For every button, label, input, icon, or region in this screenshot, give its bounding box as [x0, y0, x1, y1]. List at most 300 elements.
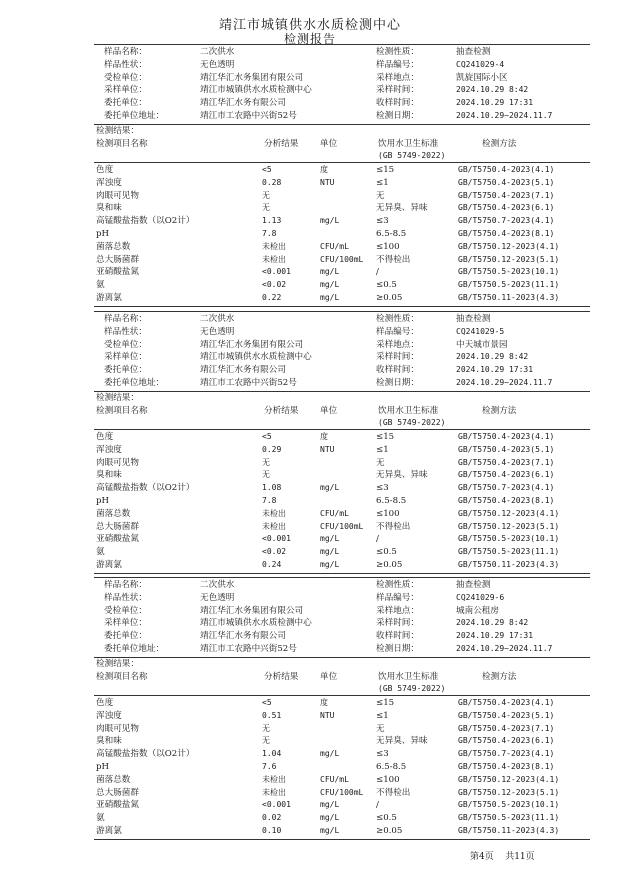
table-row: [94, 546, 590, 558]
table-row: [94, 812, 590, 824]
table-header: [94, 405, 590, 417]
cell-result: 0.10: [262, 826, 282, 835]
cell-method: GB/T5750.5-2023(11.1): [458, 547, 560, 557]
cell-method: GB/T5750.4-2023(8.1): [458, 496, 555, 505]
info-value: 靖江华汇水务有限公司: [200, 365, 286, 376]
cell-result: 1.08: [262, 483, 282, 493]
cell-item: 高锰酸盐指数（以O2计）: [96, 216, 195, 227]
table-row: [94, 215, 590, 227]
info-label: 检测日期：: [376, 644, 419, 654]
top-divider: [94, 577, 590, 578]
cell-method: GB/T5750.4-2023(6.1): [458, 203, 555, 213]
bottom-divider: [94, 839, 590, 840]
header-unit: 单位: [320, 672, 338, 682]
cell-method: GB/T5750.7-2023(4.1): [458, 749, 555, 759]
cell-method: GB/T5750.4-2023(5.1): [458, 444, 555, 454]
table-row: [94, 164, 590, 176]
info-row: [94, 313, 590, 325]
table-row: [94, 723, 590, 735]
cell-item: 肉眼可见物: [96, 723, 139, 734]
table-row: [94, 748, 590, 760]
cell-standard: 无异臭、异味: [376, 470, 428, 481]
report-subtitle: 检测报告: [283, 32, 336, 46]
info-label: 委托单位：: [104, 98, 147, 109]
cell-item: 高锰酸盐指数（以O2计）: [96, 483, 195, 494]
cell-method: GB/T5750.11-2023(4.3): [458, 560, 560, 569]
results-label: 检测结果：: [96, 659, 139, 669]
table-row: [94, 469, 590, 481]
cell-method: GB/T5750.12-2023(5.1): [458, 521, 560, 531]
info-value: 2024.10.29 8:42: [456, 352, 529, 362]
cell-item: 色度: [96, 165, 114, 175]
cell-result: 1.13: [262, 216, 282, 226]
cell-result: 0.24: [262, 560, 282, 569]
cell-method: GB/T5750.4-2023(8.1): [458, 229, 555, 238]
header-standard-sub: (GB 5749-2022): [378, 418, 446, 427]
info-row: [94, 579, 590, 591]
cell-standard: 6.5-8.5: [376, 762, 407, 772]
cell-method: GB/T5750.4-2023(4.1): [458, 432, 555, 441]
info-value: 中天城市景园: [456, 339, 508, 350]
info-value: 城南公租房: [456, 605, 499, 616]
cell-result: 0.28: [262, 177, 282, 187]
cell-method: GB/T5750.7-2023(4.1): [458, 483, 555, 493]
info-value: 二次供水: [200, 47, 235, 57]
cell-unit: mg/L: [320, 826, 340, 835]
cell-method: GB/T5750.12-2023(5.1): [458, 254, 560, 264]
info-label: 采样单位：: [104, 352, 147, 363]
cell-item: 氨: [96, 813, 105, 824]
header-item: 检测项目名称: [96, 406, 148, 416]
info-value: 靖江市城镇供水水质检测中心: [200, 85, 312, 96]
cell-standard: /: [376, 534, 379, 545]
cell-standard: /: [376, 267, 379, 278]
cell-method: GB/T5750.4-2023(7.1): [458, 723, 555, 733]
info-row: [94, 339, 590, 351]
info-value: 靖江市工农路中兴街52号: [200, 378, 297, 388]
info-label: 检测性质：: [376, 580, 419, 590]
info-label: 检测性质：: [376, 47, 419, 57]
cell-standard: 不得检出: [376, 521, 411, 532]
top-divider: [94, 44, 590, 45]
info-label: 样品编号：: [376, 326, 419, 337]
info-value: 无色透明: [200, 59, 235, 70]
header-standard: 饮用水卫生标准: [378, 406, 439, 416]
cell-standard: ≤3: [376, 216, 389, 227]
cell-unit: CFU/mL: [320, 508, 349, 518]
table-row: [94, 508, 590, 520]
table-row: [94, 735, 590, 747]
cell-method: GB/T5750.11-2023(4.3): [458, 826, 560, 835]
info-value: 靖江市城镇供水水质检测中心: [200, 352, 312, 363]
cell-item: 总大肠菌群: [96, 787, 139, 798]
info-row: [94, 59, 590, 71]
cell-method: GB/T5750.4-2023(6.1): [458, 470, 555, 480]
info-value: CQ241029-6: [456, 592, 505, 602]
info-label: 收样时间：: [376, 365, 419, 376]
cell-unit: CFU/mL: [320, 241, 349, 251]
cell-result: 无: [262, 470, 270, 480]
header-unit: 单位: [320, 406, 338, 416]
cell-result: 未检出: [262, 774, 286, 784]
header-method: 检测方法: [482, 672, 517, 682]
cell-standard: ≥0.05: [376, 293, 403, 303]
cell-standard: ≤15: [376, 698, 395, 708]
cell-item: 高锰酸盐指数（以O2计）: [96, 749, 195, 760]
info-label: 受检单位：: [104, 339, 147, 350]
results-label-row: [94, 658, 590, 670]
info-row: [94, 643, 590, 655]
info-label: 样品性状：: [104, 592, 147, 603]
cell-item: 游离氯: [96, 826, 122, 836]
cell-standard: ≤15: [376, 432, 395, 442]
cell-method: GB/T5750.12-2023(4.1): [458, 241, 560, 251]
info-row: [94, 351, 590, 363]
report-title: 靖江市城镇供水水质检测中心: [218, 18, 401, 33]
cell-standard: 不得检出: [376, 787, 411, 798]
cell-unit: mg/L: [320, 547, 340, 557]
cell-standard: ≤100: [376, 241, 400, 252]
info-row: [94, 72, 590, 84]
cell-standard: ≤1: [376, 177, 389, 188]
info-row: [94, 364, 590, 376]
info-value: 2024.10.29~2024.11.7: [456, 378, 553, 387]
cell-result: 0.29: [262, 444, 282, 454]
cell-method: GB/T5750.5-2023(11.1): [458, 813, 560, 823]
cell-unit: NTU: [320, 710, 335, 720]
info-value: 抽查检测: [456, 580, 491, 590]
header-result: 分析结果: [264, 406, 299, 416]
info-label: 样品名称：: [104, 580, 147, 590]
header-standard-sub: (GB 5749-2022): [378, 684, 446, 693]
info-label: 检测性质：: [376, 314, 419, 324]
cell-unit: NTU: [320, 444, 335, 454]
info-value: 靖江华汇水务集团有限公司: [200, 605, 304, 616]
cell-unit: 度: [320, 165, 328, 174]
info-row: [94, 377, 590, 389]
info-label: 采样时间：: [376, 85, 419, 96]
info-label: 采样时间：: [376, 352, 419, 363]
sample-block: [94, 44, 590, 306]
info-value: 二次供水: [200, 314, 235, 324]
cell-result: 未检出: [262, 241, 286, 251]
bottom-divider: [94, 306, 590, 307]
cell-unit: CFU/100mL: [320, 787, 364, 797]
cell-standard: 6.5-8.5: [376, 229, 407, 239]
cell-standard: 不得检出: [376, 254, 411, 265]
cell-standard: 无: [376, 190, 385, 201]
info-label: 采样时间：: [376, 618, 419, 629]
cell-method: GB/T5750.12-2023(5.1): [458, 787, 560, 797]
results-label: 检测结果：: [96, 393, 139, 403]
table-row: [94, 190, 590, 202]
table-row: [94, 774, 590, 786]
cell-unit: mg/L: [320, 534, 340, 544]
cell-item: 浑浊度: [96, 444, 122, 455]
info-label: 采样地点：: [376, 72, 419, 83]
header-result: 分析结果: [264, 672, 299, 682]
info-label: 样品编号：: [376, 592, 419, 603]
info-label: 采样单位：: [104, 618, 147, 629]
info-value: 抽查检测: [456, 314, 491, 324]
cell-unit: NTU: [320, 177, 335, 187]
cell-method: GB/T5750.12-2023(4.1): [458, 508, 560, 518]
cell-result: <0.001: [262, 267, 291, 277]
table-header-sub: [94, 150, 590, 162]
cell-method: GB/T5750.4-2023(6.1): [458, 736, 555, 746]
header-divider: [94, 695, 590, 696]
info-label: 采样地点：: [376, 605, 419, 616]
cell-result: <5: [262, 165, 272, 174]
info-value: CQ241029-5: [456, 326, 505, 336]
cell-method: GB/T5750.5-2023(11.1): [458, 280, 560, 290]
cell-result: 未检出: [262, 521, 286, 531]
cell-item: 臭和味: [96, 736, 122, 747]
cell-standard: ≤100: [376, 774, 400, 785]
table-row: [94, 710, 590, 722]
info-row: [94, 605, 590, 617]
table-row: [94, 787, 590, 799]
info-row: [94, 110, 590, 122]
info-value: 靖江市工农路中兴街52号: [200, 644, 297, 654]
info-label: 受检单位：: [104, 72, 147, 83]
cell-result: <0.02: [262, 280, 287, 290]
page-number: 第4页: [470, 852, 494, 862]
cell-item: 总大肠菌群: [96, 254, 139, 265]
cell-item: pH: [96, 762, 109, 772]
info-row: [94, 326, 590, 338]
info-value: 靖江华汇水务集团有限公司: [200, 339, 304, 350]
info-value: 2024.10.29~2024.11.7: [456, 111, 553, 120]
info-row: [94, 630, 590, 642]
info-value: 靖江华汇水务有限公司: [200, 631, 286, 642]
cell-method: GB/T5750.5-2023(10.1): [458, 267, 560, 277]
info-label: 检测日期：: [376, 111, 419, 121]
info-value: 靖江华汇水务有限公司: [200, 98, 286, 109]
cell-method: GB/T5750.4-2023(5.1): [458, 177, 555, 187]
table-row: [94, 495, 590, 507]
info-row: [94, 617, 590, 629]
table-row: [94, 761, 590, 773]
cell-standard: /: [376, 800, 379, 811]
info-value: 靖江市工农路中兴街52号: [200, 111, 297, 121]
info-label: 样品名称：: [104, 47, 147, 57]
cell-result: 无: [262, 457, 270, 467]
page-footer: [470, 849, 535, 862]
info-value: 靖江市城镇供水水质检测中心: [200, 618, 312, 629]
table-row: [94, 533, 590, 545]
cell-result: 0.02: [262, 813, 282, 823]
info-label: 委托单位地址：: [104, 378, 165, 388]
cell-item: 肉眼可见物: [96, 190, 139, 201]
cell-unit: 度: [320, 698, 328, 707]
cell-standard: ≥0.05: [376, 560, 403, 570]
bottom-divider: [94, 573, 590, 574]
cell-item: pH: [96, 496, 109, 506]
cell-result: <0.02: [262, 547, 287, 557]
info-label: 样品性状：: [104, 59, 147, 70]
cell-unit: mg/L: [320, 560, 340, 569]
header-standard: 饮用水卫生标准: [378, 139, 439, 149]
info-label: 委托单位地址：: [104, 644, 165, 654]
info-value: 靖江华汇水务集团有限公司: [200, 72, 304, 83]
cell-item: 肉眼可见物: [96, 457, 139, 468]
cell-item: 氨: [96, 280, 105, 291]
info-row: [94, 46, 590, 58]
cell-unit: mg/L: [320, 267, 340, 277]
cell-unit: mg/L: [320, 216, 340, 226]
info-label: 委托单位：: [104, 365, 147, 376]
info-value: 2024.10.29 8:42: [456, 618, 529, 628]
cell-result: 无: [262, 203, 270, 213]
info-value: 凯旋国际小区: [456, 72, 508, 83]
table-row: [94, 292, 590, 304]
cell-unit: CFU/mL: [320, 774, 349, 784]
cell-standard: ≤0.5: [376, 280, 397, 291]
table-row: [94, 241, 590, 253]
header-item: 检测项目名称: [96, 672, 148, 682]
cell-method: GB/T5750.4-2023(7.1): [458, 190, 555, 200]
cell-standard: ≤100: [376, 508, 400, 519]
cell-item: 菌落总数: [96, 774, 131, 785]
table-header: [94, 671, 590, 683]
results-label: 检测结果：: [96, 126, 139, 136]
info-row: [94, 84, 590, 96]
cell-unit: CFU/100mL: [320, 521, 364, 531]
cell-result: <5: [262, 432, 272, 441]
info-value: 2024.10.29 8:42: [456, 85, 529, 95]
info-label: 收样时间：: [376, 98, 419, 109]
table-row: [94, 431, 590, 443]
table-header-sub: [94, 683, 590, 695]
cell-item: pH: [96, 229, 109, 239]
cell-method: GB/T5750.4-2023(4.1): [458, 165, 555, 174]
table-row: [94, 825, 590, 837]
results-label-row: [94, 125, 590, 137]
info-value: 2024.10.29 17:31: [456, 98, 534, 108]
cell-result: 1.04: [262, 749, 282, 759]
cell-unit: 度: [320, 432, 328, 441]
cell-result: 无: [262, 190, 270, 200]
info-value: CQ241029-4: [456, 59, 505, 69]
cell-standard: 无: [376, 723, 385, 734]
cell-item: 浑浊度: [96, 710, 122, 721]
cell-standard: ≤3: [376, 749, 389, 760]
cell-standard: ≤0.5: [376, 547, 397, 558]
table-header-sub: [94, 417, 590, 429]
info-label: 委托单位地址：: [104, 111, 165, 121]
table-row: [94, 482, 590, 494]
table-row: [94, 559, 590, 571]
info-label: 检测日期：: [376, 378, 419, 388]
cell-result: 0.22: [262, 293, 282, 302]
cell-unit: mg/L: [320, 800, 340, 810]
cell-method: GB/T5750.5-2023(10.1): [458, 534, 560, 544]
cell-unit: mg/L: [320, 483, 340, 493]
info-value: 抽查检测: [456, 47, 491, 57]
table-row: [94, 799, 590, 811]
table-row: [94, 177, 590, 189]
sample-block: [94, 577, 590, 839]
table-row: [94, 279, 590, 291]
cell-standard: ≥0.05: [376, 826, 403, 836]
info-label: 采样单位：: [104, 85, 147, 96]
cell-item: 色度: [96, 698, 114, 708]
cell-method: GB/T5750.5-2023(10.1): [458, 800, 560, 810]
info-label: 收样时间：: [376, 631, 419, 642]
header-standard-sub: (GB 5749-2022): [378, 151, 446, 160]
cell-result: <0.001: [262, 800, 291, 810]
info-row: [94, 97, 590, 109]
table-row: [94, 228, 590, 240]
table-row: [94, 521, 590, 533]
table-row: [94, 457, 590, 469]
cell-method: GB/T5750.7-2023(4.1): [458, 216, 555, 226]
cell-item: 亚硝酸盐氮: [96, 267, 139, 278]
cell-method: GB/T5750.4-2023(7.1): [458, 457, 555, 467]
cell-method: GB/T5750.4-2023(5.1): [458, 710, 555, 720]
cell-standard: 无: [376, 457, 385, 468]
cell-result: 未检出: [262, 508, 286, 518]
cell-item: 亚硝酸盐氮: [96, 534, 139, 545]
results-label-row: [94, 392, 590, 404]
cell-standard: 无异臭、异味: [376, 736, 428, 747]
cell-item: 亚硝酸盐氮: [96, 800, 139, 811]
header-divider: [94, 162, 590, 163]
info-label: 采样地点：: [376, 339, 419, 350]
cell-result: 7.6: [262, 762, 277, 771]
cell-result: <5: [262, 698, 272, 707]
cell-unit: mg/L: [320, 280, 340, 290]
header-result: 分析结果: [264, 139, 299, 149]
cell-standard: 无异臭、异味: [376, 203, 428, 214]
cell-standard: 6.5-8.5: [376, 496, 407, 506]
cell-method: GB/T5750.4-2023(4.1): [458, 698, 555, 707]
cell-unit: mg/L: [320, 749, 340, 759]
cell-item: 臭和味: [96, 203, 122, 214]
info-label: 受检单位：: [104, 605, 147, 616]
table-row: [94, 254, 590, 266]
info-row: [94, 592, 590, 604]
header-item: 检测项目名称: [96, 139, 148, 149]
cell-unit: CFU/100mL: [320, 254, 364, 264]
cell-item: 总大肠菌群: [96, 521, 139, 532]
cell-result: 7.8: [262, 229, 277, 238]
cell-method: GB/T5750.11-2023(4.3): [458, 293, 560, 302]
info-label: 样品性状：: [104, 326, 147, 337]
cell-standard: ≤1: [376, 444, 389, 455]
info-value: 无色透明: [200, 592, 235, 603]
cell-result: 未检出: [262, 787, 286, 797]
table-row: [94, 202, 590, 214]
cell-item: 浑浊度: [96, 177, 122, 188]
table-row: [94, 266, 590, 278]
cell-standard: ≤0.5: [376, 813, 397, 824]
page-total: 共11页: [505, 852, 535, 862]
cell-item: 色度: [96, 432, 114, 442]
top-divider: [94, 311, 590, 312]
table-header: [94, 138, 590, 150]
header-standard: 饮用水卫生标准: [378, 672, 439, 682]
cell-unit: mg/L: [320, 813, 340, 823]
info-label: 样品名称：: [104, 314, 147, 324]
cell-result: 无: [262, 736, 270, 746]
cell-result: 7.8: [262, 496, 277, 505]
cell-standard: ≤15: [376, 165, 395, 175]
cell-item: 菌落总数: [96, 241, 131, 252]
header-unit: 单位: [320, 139, 338, 149]
cell-item: 游离氯: [96, 560, 122, 570]
